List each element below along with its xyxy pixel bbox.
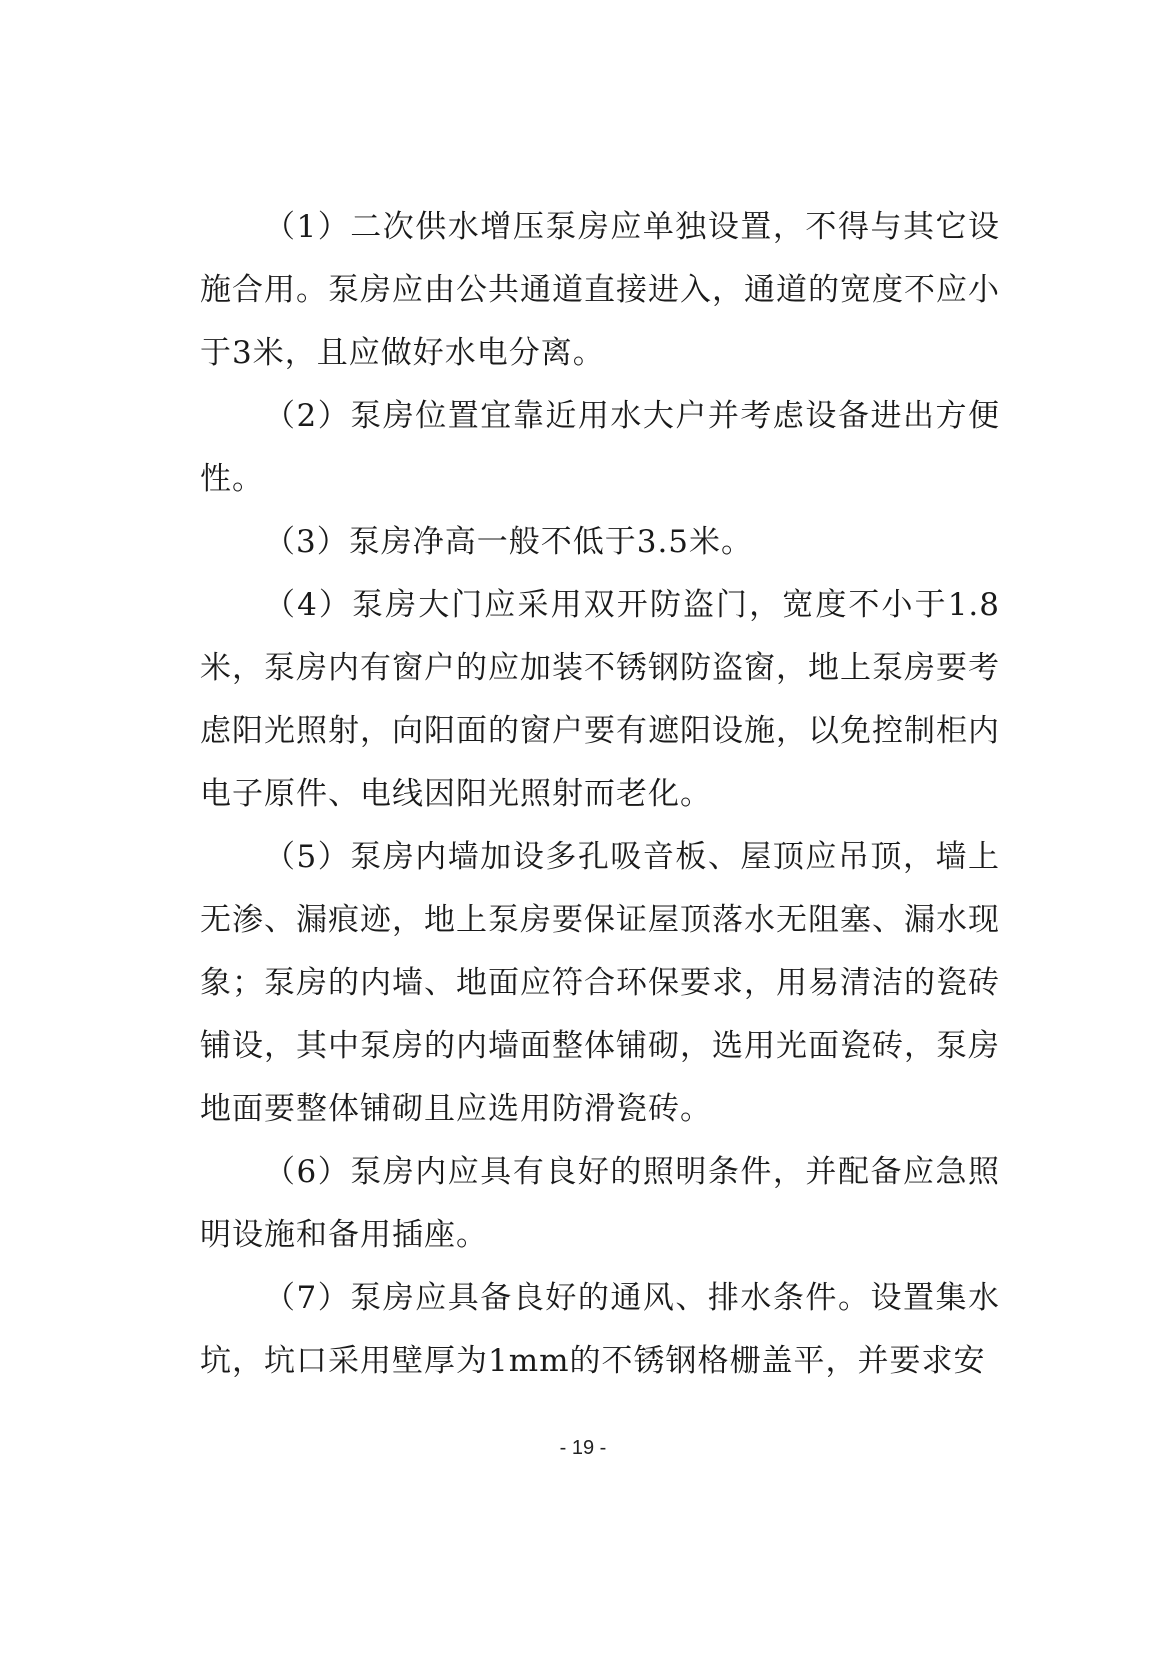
- page-number: - 19 -: [559, 1437, 607, 1459]
- paragraph-7: （7）泵房应具备良好的通风、排水条件。设置集水坑，坑口采用壁厚为1mm的不锈钢格栅盖平，并要求安: [200, 1280, 1000, 1379]
- paragraph-6: （6）泵房内应具有良好的照明条件，并配备应急照明设施和备用插座。: [200, 1154, 1000, 1253]
- paragraph-2: （2）泵房位置宜靠近用水大户并考虑设备进出方便性。: [200, 398, 1000, 497]
- paragraph-4: （4）泵房大门应采用双开防盗门，宽度不小于1.8米，泵房内有窗户的应加装不锈钢防盗窗，地上泵房要考虑阳光照射，向阳面的窗户要有遮阳设施，以免控制柜内电子原件、电线因阳光照射而老化。: [200, 587, 1000, 812]
- paragraph-3: （3）泵房净高一般不低于3.5米。: [264, 524, 754, 560]
- document-body: [200, 196, 1000, 1393]
- paragraph-1: （1）二次供水增压泵房应单独设置，不得与其它设施合用。泵房应由公共通道直接进入，通道的宽度不应小于3米，且应做好水电分离。: [200, 209, 1000, 371]
- paragraph-5: （5）泵房内墙加设多孔吸音板、屋顶应吊顶，墙上无渗、漏痕迹，地上泵房要保证屋顶落水无阻塞、漏水现象；泵房的内墙、地面应符合环保要求，用易清洁的瓷砖铺设，其中泵房的内墙面整体铺砌，选用光面瓷砖，泵房地面要整体铺砌且应选用防滑瓷砖。: [200, 839, 1000, 1127]
